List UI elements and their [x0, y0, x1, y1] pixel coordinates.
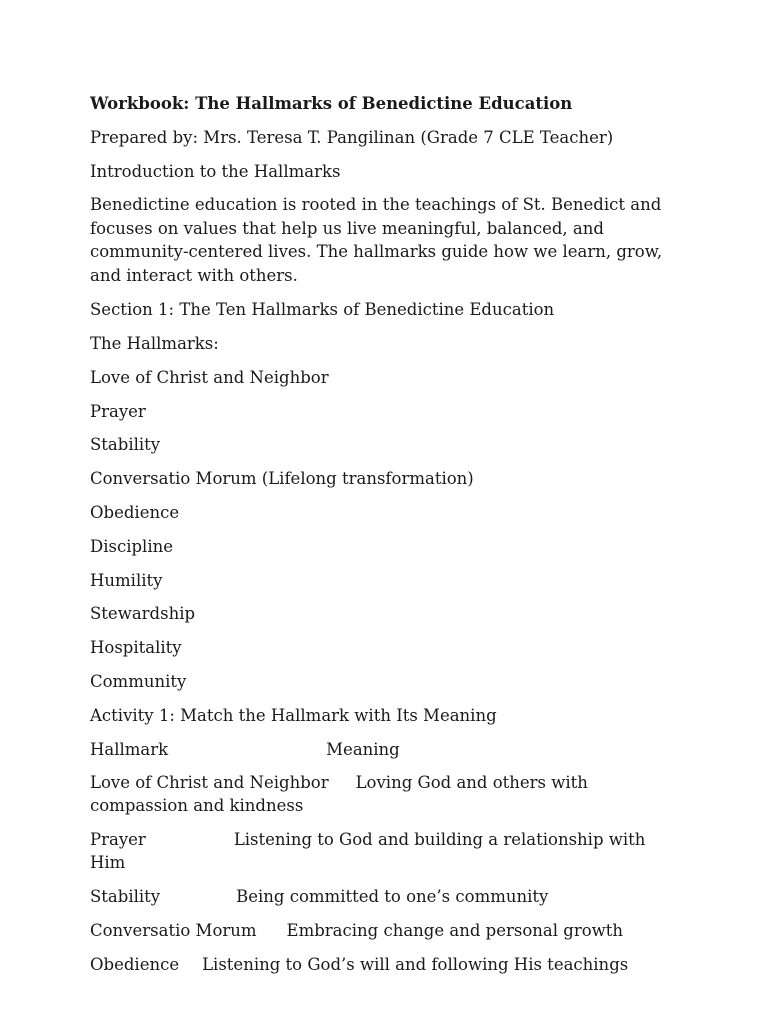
hallmark-item: Conversatio Morum (Lifelong transformation)	[90, 469, 474, 489]
match-hallmark: Love of Christ and Neighbor	[90, 773, 329, 793]
section-1-heading: Section 1: The Ten Hallmarks of Benedictine Education	[90, 300, 555, 320]
hallmark-item: Community	[90, 671, 187, 691]
match-row	[90, 828, 680, 874]
hallmark-item: Stability	[90, 435, 161, 455]
document-title: Workbook: The Hallmarks of Benedictine Education	[90, 94, 573, 113]
match-hallmark: Prayer	[90, 830, 146, 850]
hallmark-item: Stewardship	[90, 604, 196, 624]
document-body	[90, 92, 680, 986]
hallmark-item: Hospitality	[90, 638, 182, 658]
meaning-column-header: Meaning	[326, 739, 400, 759]
hallmark-item: Love of Christ and Neighbor	[90, 367, 329, 387]
hallmark-item: Humility	[90, 570, 163, 590]
match-meaning: Listening to God and building a relationship with Him	[90, 830, 646, 873]
match-row	[90, 771, 680, 817]
match-meaning: Embracing change and personal growth	[286, 920, 624, 940]
match-meaning: Listening to God’s will and following His teachings	[202, 954, 629, 974]
match-table-header	[90, 738, 680, 761]
prepared-by: Prepared by: Mrs. Teresa T. Pangilinan (Grade 7 CLE Teacher)	[90, 127, 614, 147]
hallmarks-label: The Hallmarks:	[90, 333, 219, 353]
hallmark-item: Obedience	[90, 502, 180, 522]
match-row	[90, 953, 680, 976]
intro-paragraph: Benedictine education is rooted in the teachings of St. Benedict and focuses on values that help us live meaningful, balanced, and community-centered lives. The hallmarks guide how we learn, grow, and interact with others.	[90, 195, 663, 285]
activity-1-heading: Activity 1: Match the Hallmark with Its Meaning	[90, 705, 497, 725]
match-hallmark: Stability	[90, 886, 161, 906]
match-meaning: Being committed to one’s community	[236, 886, 549, 906]
match-hallmark: Conversatio Morum	[90, 920, 257, 940]
hallmark-column-header: Hallmark	[90, 739, 169, 759]
match-row	[90, 919, 680, 942]
intro-heading: Introduction to the Hallmarks	[90, 161, 341, 181]
match-meaning: Loving God and others with compassion and kindness	[90, 773, 588, 816]
hallmark-item: Discipline	[90, 536, 173, 556]
match-row	[90, 885, 680, 908]
match-hallmark: Obedience	[90, 954, 180, 974]
hallmark-item: Prayer	[90, 401, 146, 421]
